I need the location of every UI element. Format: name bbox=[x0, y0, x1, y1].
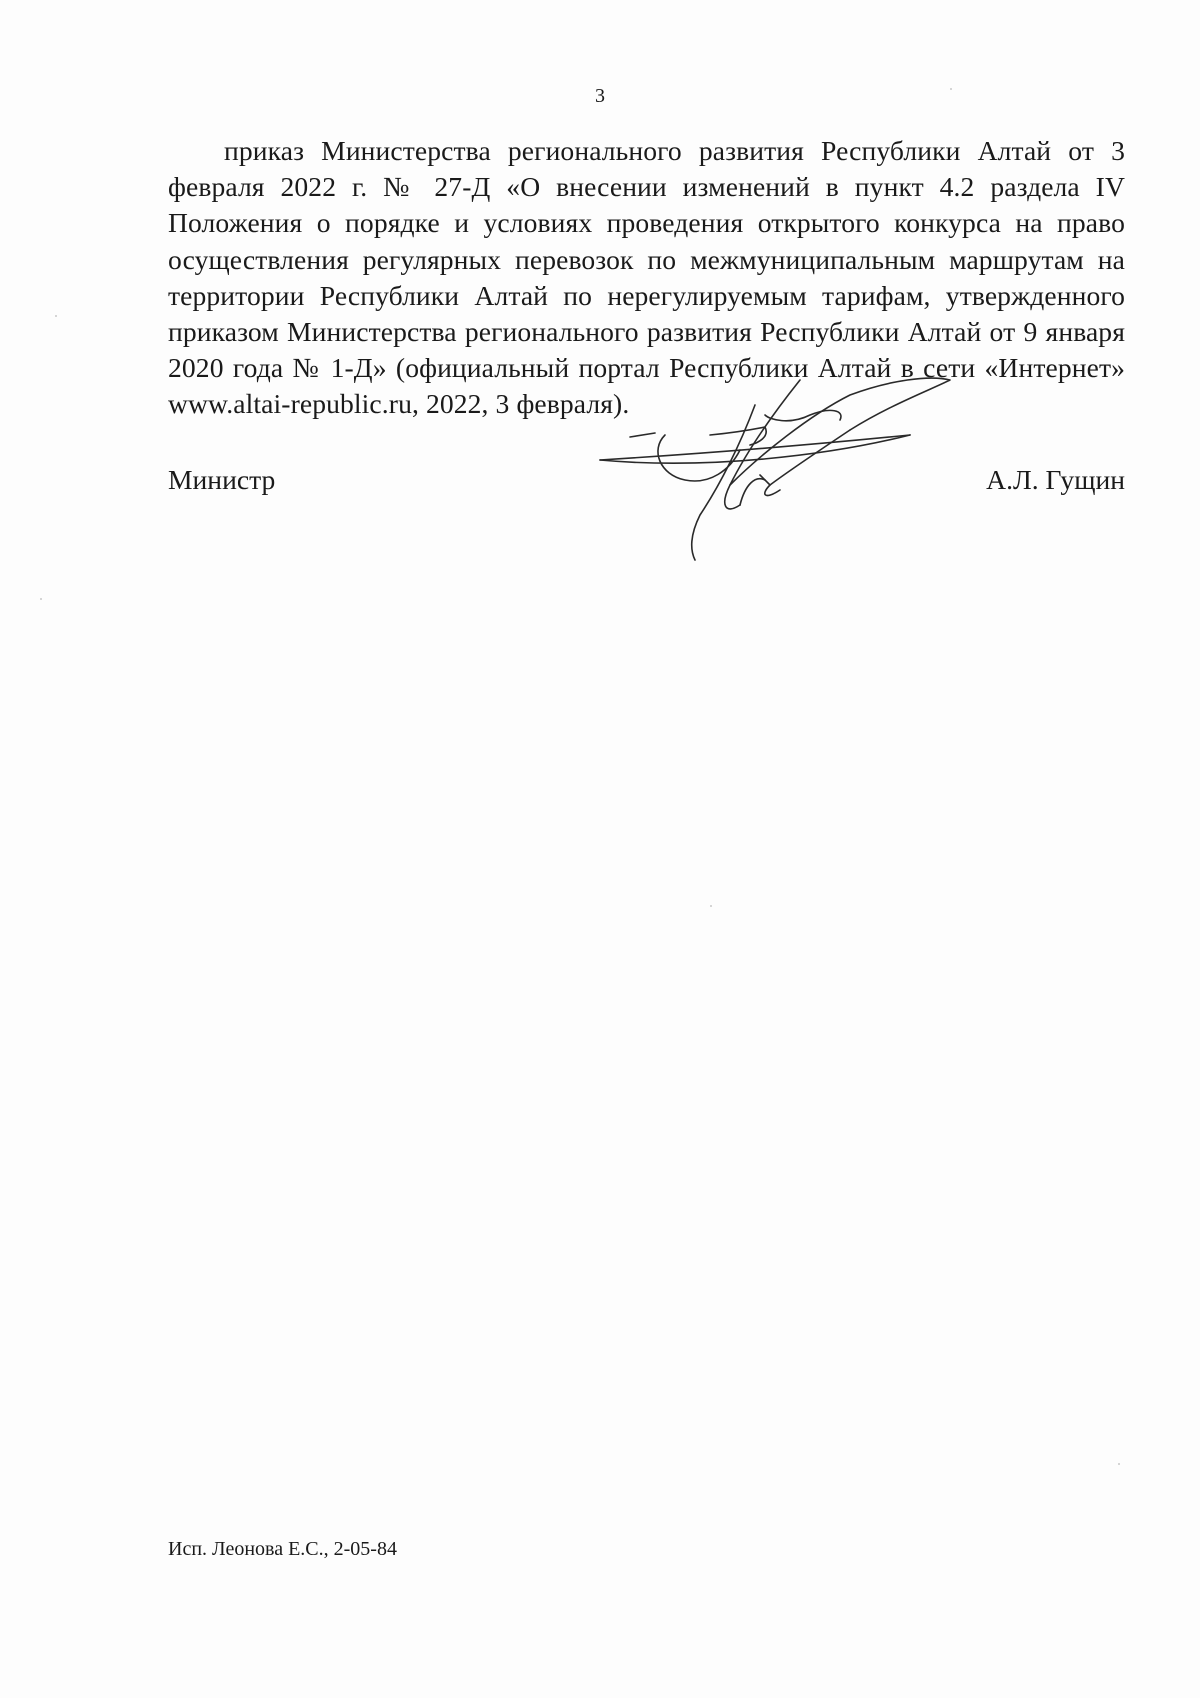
scan-speck bbox=[55, 315, 57, 317]
scan-speck bbox=[710, 905, 712, 907]
scan-speck bbox=[40, 598, 42, 600]
scan-speck bbox=[950, 88, 952, 90]
signer-title: Министр bbox=[168, 464, 276, 495]
scan-speck bbox=[1118, 1463, 1120, 1465]
signer-name: А.Л. Гущин bbox=[986, 464, 1125, 495]
executor-note: Исп. Леонова Е.С., 2-05-84 bbox=[168, 1538, 397, 1560]
page-number: 3 bbox=[595, 85, 605, 107]
handwritten-signature bbox=[590, 375, 1010, 575]
body-paragraph: приказ Министерства регионального развития Республики Алтай от 3 февраля 2022 г. № 27-Д «О внесении изменений в пункт 4.2 раздела IV Положения о порядке и условиях проведения открытого конкурса на право осуществления регулярных перевозок по межмуниципальным маршрутам на территории Республики Алтай по нерегулируемым тарифам, утвержденного приказом Министерства регионального развития Республики Алтай от 9 января 2020 года № 1-Д» (официальный портал Республики Алтай в сети «Интернет» www.altai-republic.ru, 2022, 3 февраля). bbox=[168, 135, 1125, 420]
